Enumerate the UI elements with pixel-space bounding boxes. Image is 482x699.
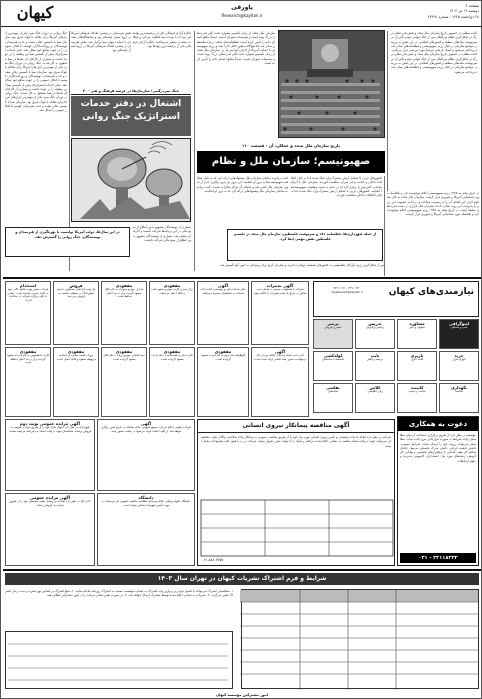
main-article-col-4: پس از شکل‌گیری رژیم، آوارگان فلسطینی به کشورهای همسایه مهاجرت کردند و سازمان آنروا برای رسیدگی به امور آنها تأسیس شد.: [219, 263, 385, 267]
classified-ad-22: کلاس زبان انگلیسی: [355, 383, 395, 413]
tender-title: آگهی مناقصه پیمانکار نیروی انسانی: [198, 420, 394, 433]
classified-ad-25: آگهی شرکت تعاونی اعلام می‌دارد مجمع عمومی عادی سالیانه در تاریخ مقرر برگزار خواهد شد. از کلیه اعضا دعوت می‌شود در جلسه حضور یابند.: [97, 419, 195, 491]
classified-ad-21: نقاشی ساختمان: [313, 383, 353, 413]
classified-ad-18: تایپ ترجمه و تکثیر: [355, 351, 395, 381]
classified-ad-2: فروش یک واحد آپارتمان مسکونی با سند شش‌دانگ در منطقه مناسب به فروش می‌رسد.: [53, 281, 99, 345]
article-right-text: ادامه مطلب در خصوص تاریخ سازمان ملل متحد و نقش قدرت‌های بزرگ در شکل‌گیری نظام بین‌الملل پس از جنگ جهانی دوم و تأثیر آن بر سرنوشت ملت‌های منطقه و کشورهای اسلامی. در این بخش به بررسی مواضع سازمان در قبال رژیم صهیونیستی و قطعنامه‌های صادر شده پرداخته می‌شود و اسناد تاریخی مرتبط مورد بررسی قرار می‌گیرد. ادامه مطلب در خصوص تاریخ سازمان ملل متحد و نقش قدرت‌های بزرگ در شکل‌گیری نظام بین‌الملل پس از جنگ جهانی دوم و تأثیر آن بر سرنوشت ملت‌های منطقه و کشورهای اسلامی. در این بخش به بررسی مواضع سازمان در قبال رژیم صهیونیستی و قطعنامه‌های صادر شده پرداخته می‌شود.: [391, 31, 477, 74]
center-callout: از جمله شهرداری‌ها، قطعنامه ۱۸۱ و سرنوشت فلسطین، سازمان ملل متحد در تقسیم فلسطین نقش مهمی ایفا کرد.: [227, 229, 383, 261]
kayhan-logo: کیهان: [16, 3, 54, 22]
subscription-table: [241, 589, 479, 689]
classified-ad-20: خرید لوازم منزل: [439, 351, 479, 381]
subscription-footer: امور مشترکین مؤسسه کیهان: [215, 693, 269, 697]
notice-auction: آگهی مزایده عمومی نوبت دوم شهرداری در نظر دارد اموال مازاد خود را از طریق مزایده عمومی به فروش برساند. متقاضیان جهت دریافت اسناد به دبیرخانه مراجعه نمایند.: [5, 419, 95, 491]
masthead: [1, 1, 482, 27]
article-center-right-text: سازمان ملل متحد از زمان تأسیس همواره تحت تأثیر قدرت‌های بزرگ بوده است و تصمیمات شورای امنیت عمدتاً منافع اعضای دائم را تأمین کرده است. قطعنامه‌های متعدد درباره فلسطین صادر شد اما هیچ‌گاه به‌طور کامل اجرا نشد و رژیم صهیونیستی با حمایت آمریکا از اجرای آنها سر باز زد. سازمان ملل متحد از زمان تأسیس همواره تحت تأثیر قدرت‌های بزرگ بوده است و تصمیمات شورای امنیت عمدتاً منافع اعضای دائم را تأمین کرده است.: [197, 31, 275, 66]
classified-ad-24: نگهداری سالمند: [439, 383, 479, 413]
classified-ad-16: لیتوگرافی چاپ و صحافی: [439, 319, 479, 349]
main-article-col-3: کنت برنادوت میانجی سازمان ملل پیشنهادهایی ارائه کرد که به دلیل مخالفت صهیونیست‌ها به ترور او انجامید. این ترور نیز بدون پیگیری جدی از سوی سازمان ملل باقی ماند و عاملان آن هرگز مجازات نشدند. کنت برنادوت میانجی سازمان ملل پیشنهادهایی ارائه کرد که به ترور او انجامید.: [197, 176, 288, 193]
classified-ad-15: مشاوره حقوقی و ثبتی: [397, 319, 437, 349]
tender-box: آگهی مناقصه پیمانکار نیروی انسانی شرکت در نظر دارد انجام خدمات پشتیبانی و تأمین نیروی انسانی مورد نیاز خود را از طریق مناقصه عمومی به پیمانکار واجد صلاحیت واگذار نماید. متقاضیان می‌توانند جهت دریافت اسناد مناقصه به نشانی اعلام شده مراجعه و اسناد را تا مهلت مقرر تحویل نمایند. شرکت در رد یا قبول کلیه پیشنهادات مختار است. ۰۲۱-۸۸۸۰۳۷۵۷: [197, 419, 395, 566]
main-kicker: تاریخ سازمان ملل متحد و عملکرد آن - قسمت ۱۱۰: [241, 143, 341, 148]
left-article-kicker: جنگ سردرگمی؛ سازمان‌ها در عرصه فرهنگ و هنر - ۲۰: [71, 87, 191, 95]
subscription-form: [5, 631, 233, 689]
classified-ad-9: مفقودی سند کمپانی خودرو پراید به نام مالک مفقود گردیده است.: [101, 347, 147, 417]
subscription-title: شرایط و فرم اشتراک نشریات کیهان در تهران سال ۱۴۰۳: [5, 573, 479, 585]
classified-ad-13: پرینتر تعمیر و فروش: [313, 319, 353, 349]
classified-ad-10: مفقودی کارت ملی و شناسنامه به نام دارنده مفقود گردیده است.: [149, 347, 195, 417]
classified-ad-12: آگهی اداره ثبت اسناد و املاک اعلام می‌دارد که درخواست صدور سند المثنی ارائه شده است.: [251, 347, 309, 417]
classified-ad-6: آگهی تغییرات شرکت با مسئولیت محدود به شماره ثبت مذکور در تاریخ یاد شده تغییرات را اعلام نمود.: [251, 281, 309, 345]
recruitment-phone: ۰۲۱ - ۳۳۱۱۸۳۳۳: [400, 553, 476, 563]
recruitment-title: دعوت به همکاری: [398, 417, 478, 431]
satellite-dish-illustration: [71, 138, 191, 222]
classified-ad-4: مفقودی برگ سبز و کارت خودرو مفقود شده و فاقد اعتبار می‌باشد.: [149, 281, 195, 345]
recruitment-box: دعوت به همکاری مؤسسه در نظر دارد از طریق برگزاری مصاحبه، از میان متقاضیان واجد شرایط به صورت قراردادی نیرو جذب نماید. متقاضیان می‌توانند رزومه خود را ارسال نمایند. شرایط عمومی: داشتن تابعیت ایرانی، داشتن مدرک تحصیلی مرتبط، حداقل سابقه کار مفید، آشنایی با نرم‌افزارهای تخصصی و توانایی کار گروهی. رشته‌های مورد نیاز: حسابداری، کامپیوتر، مدیریت و علوم ارتباطات. ۰۲۱ - ۳۳۱۱۸۳۳۳: [397, 416, 479, 566]
left-callout: در این سال‌ها، دولت آمریکا توانست با بهره‌گیری از هنرمندان و نویسندگان، جنگ روانی را گسترش دهد.: [5, 227, 130, 257]
kayhan-ads-header: نیازمندی‌های کیهان ۳۳۱۱۰۲۴۰ - ۳۳۱۱۰۲۶۱ niyazmandi@kayhan.ir: [313, 281, 479, 317]
page-number: صفحه ۶: [465, 3, 479, 8]
classified-ad-17: لوله‌کشی تأسیسات ساختمان: [313, 351, 353, 381]
classified-ad-5: آگهی دفتر خدمات فنی و مهندسی آماده ارائه خدمات به متقاضیان محترم می‌باشد.: [197, 281, 249, 345]
left-col-1: جنگ روانی در دوران جنگ سرد یکی از مهم‌ترین ابزارهای آمریکا برای مقابله با بلوک شرق بود. سازمان سیا با تأسیس دفاتر متعدد و جذب هنرمندان، نویسندگان و روزنامه‌نگاران کوشید تا افکار عمومی را در جهت منافع خود شکل دهد. دفتر خدمات استراتژیک پیش از تأسیس سیا این وظیفه را بر عهده داشت و بسیاری از کارکنان آن بعدها در سیا مشغول به کار شدند. جنگ روانی در دوران جنگ سرد یکی از مهم‌ترین ابزارهای آمریکا برای مقابله با بلوک شرق بود. سازمان سیا با تأسیس دفاتر متعدد و جذب هنرمندان، نویسندگان و روزنامه‌نگاران کوشید تا افکار عمومی را در جهت منافع خود شکل دهد. دفتر خدمات استراتژیک پیش از تأسیس سیا این وظیفه را بر عهده داشت و بسیاری از کارکنان آن بعدها در سیا مشغول به کار شدند. جنگ روانی در دوران جنگ سرد یکی از مهم‌ترین ابزارهای آمریکا برای مقابله با بلوک شرق بود. سازمان سیا با تأسیس دفاتر متعدد و جذب هنرمندان کوشید تا افکار عمومی را شکل دهد.: [5, 31, 67, 113]
tender-phone: ۰۲۱-۸۸۸۰۳۷۵۷: [202, 558, 224, 562]
section-title: پاورقی: [231, 4, 253, 11]
classified-ad-8: مفقودی پروانه کسب صادره از اتحادیه مربوطه مفقود و فاقد اعتبار است.: [53, 347, 99, 417]
kayhan-ads-email: niyazmandi@kayhan.ir: [331, 290, 363, 294]
classified-ad-23: کابینت ساخت و نصب: [397, 383, 437, 413]
classified-ad-26: آگهی مزایده عمومی اداره کل در نظر دارد تعدادی از وسایل نقلیه مستعمل خود را از طریق مزایده به فروش رساند.: [5, 493, 95, 566]
main-headline: صهیونیسم؛ سازمان ملل و نظام سلطه: [197, 151, 385, 173]
section-site: Research@kayhan.ir: [221, 13, 263, 18]
classified-ad-3: مفقودی مدارک خودرو سواری به نام مالک مفقود گردیده و از درجه اعتبار ساقط است.: [101, 281, 147, 345]
classified-ad-7: مفقودی کارت دانشجویی به نام دارنده مفقود گردیده و از درجه اعتبار ساقط است.: [5, 347, 51, 417]
left-col-3: کنگره آزادی فرهنگی یکی از برجسته‌ترین نهادهایی بود که با بودجه سیا فعالیت می‌کرد و مجلات متعددی منتشر می‌ساخت. کنگره آزادی فرهنگی یکی از برجسته‌ترین نهادها بود.: [133, 31, 191, 48]
main-article-col-1: در تاریخ پنجم مه ۱۹۴۸ رژیم صهیونیستی اعلام موجودیت کرد و بلافاصله مورد شناسایی آمریکا و شوروی قرار گرفت. سازمان ملل متحد به جای محکوم کردن این اقدام، آن را به رسمیت شناخت و در ادامه عضویت این رژیم را پذیرفت. این روند نشان داد که سازمان ملل ابزاری در دست قدرت‌های سلطه است. در تاریخ پنجم مه ۱۹۴۸ رژیم صهیونیستی اعلام موجودیت کرد و بلافاصله مورد شناسایی آمریکا و شوروی قرار گرفت.: [387, 191, 479, 217]
classified-ad-14: تدریس ریاضی و فیزیک: [355, 319, 395, 349]
left-col-4: بسیاری از نویسندگان مشهور بدون اطلاع از منبع مالی در این برنامه‌ها شرکت داشتند و آثارشان منتشر شد. بسیاری از نویسندگان مشهور بدون اطلاع از منبع مالی شرکت داشتند.: [133, 225, 191, 242]
kayhan-ads-phone: ۳۳۱۱۰۲۴۰ - ۳۳۱۱۰۲۶۱: [333, 286, 361, 290]
issue-line: ۲۸ ذی‌الحجه ۱۴۴۵ - شماره ۲۳۶۹۱: [427, 15, 479, 19]
date-line: دوشنبه ۱۴ تیر ۱۴۰۳: [449, 9, 479, 13]
classified-ad-27: دانشگاه دانشگاه علوم پزشکی اعلام می‌نماید اطلاعیه مناقصه عمومی یک مرحله‌ای را جهت تأمین تجهیزات منتشر نموده است.: [97, 493, 195, 566]
un-assembly-photo: [278, 30, 385, 138]
classified-ad-11: مفقودی گواهینامه پایه دوم به نام دارنده مفقود گردیده است.: [197, 347, 249, 417]
subscription-text-left: ۱- متقاضیان اشتراک می‌توانند با تکمیل فرم زیر و واریز وجه اشتراک به حساب مؤسسه، نسبت به اشتراک روزنامه اقدام نمایند. ۲- مبلغ اشتراک بر اساس نوع نشریه و مدت زمان اشتراک تعیین می‌گردد. ۳- نشریات به نشانی اعلام شده توسط مشترک ارسال خواهد شد. ۴- در صورت تغییر نشانی مراتب را به امور مشترکین اطلاع دهید.: [5, 589, 233, 598]
left-article-headline: اشتغال در دفتر خدمات استراتژیک جنگ روانی: [71, 96, 191, 136]
left-col-2: نقش هنرمندان در پیشبرد اهداف فرهنگی آمریکا در اروپا بسیار چشمگیر بود و نمایشگاه‌های متعددی با حمایت پنهان سیا برگزار شد. نقش هنرمندان در پیشبرد اهداف فرهنگی آمریکا در اروپا بسیار چشمگیر بود.: [71, 31, 131, 53]
classified-ad-19: باربری اثاثیه منزل: [397, 351, 437, 381]
main-article-col-2: کشورهای عربی با تشکیل ارتش مشترک وارد جنگ شدند اما به دلیل اختلافات داخلی و خیانت برخی سران، شکست خوردند. سازمان ملل با اعزام میانجی، آتش‌بس را برقرار کرد که در عمل به تثبیت موقعیت صهیونیست‌ها انجامید. کشورهای عربی با تشکیل ارتش مشترک وارد جنگ شدند اما به دلیل اختلافات داخلی شکست خوردند.: [291, 176, 382, 198]
classified-ad-1: استخدام شرکت معتبر جهت تکمیل کادر خود به افراد مجرب نیازمند است. تماس با دفتر مرکزی شرکت در ساعات اداری.: [5, 281, 51, 345]
